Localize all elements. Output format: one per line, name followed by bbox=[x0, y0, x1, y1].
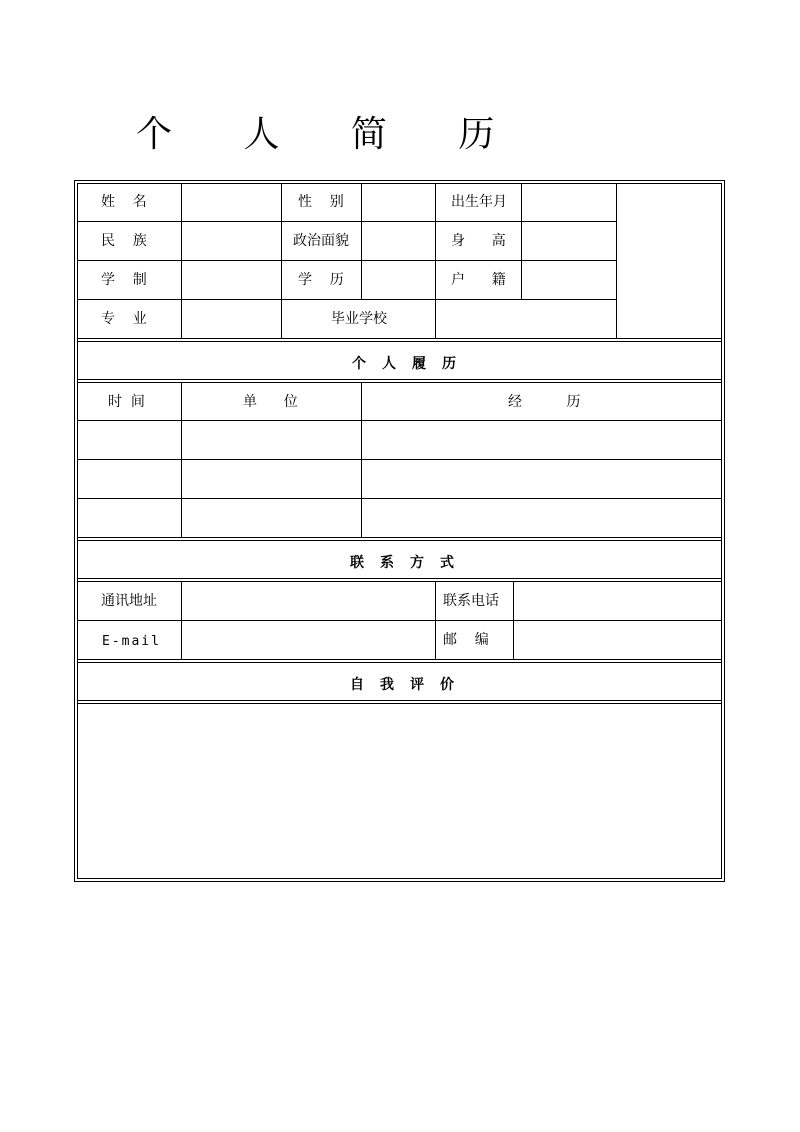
schooling-label: 学 制 bbox=[101, 272, 147, 288]
address-label: 通讯地址 bbox=[101, 593, 157, 609]
page-title: 个 人 简 历 bbox=[136, 114, 525, 155]
school-label: 毕业学校 bbox=[331, 311, 387, 327]
phone-label: 联系电话 bbox=[443, 593, 499, 609]
political-label: 政治面貌 bbox=[293, 233, 349, 249]
major-label: 专 业 bbox=[101, 311, 147, 327]
unit-header: 单 位 bbox=[243, 394, 298, 410]
time-header: 时 间 bbox=[108, 394, 145, 410]
self-eval-section-title: 自我评价 bbox=[350, 677, 470, 693]
height-label: 身 高 bbox=[451, 233, 506, 249]
hukou-label: 户 籍 bbox=[451, 272, 506, 288]
postcode-label: 邮 编 bbox=[443, 632, 489, 648]
resume-form-inner-frame bbox=[77, 183, 722, 879]
education-label: 学 历 bbox=[298, 272, 344, 288]
name-label: 姓 名 bbox=[101, 194, 147, 210]
birth-label: 出生年月 bbox=[451, 194, 507, 210]
contact-section-title: 联系方式 bbox=[350, 555, 470, 571]
gender-label: 性 别 bbox=[298, 194, 344, 210]
ethnicity-label: 民 族 bbox=[101, 233, 147, 249]
resume-section-title: 个人履历 bbox=[352, 356, 472, 372]
experience-header: 经 历 bbox=[508, 394, 581, 410]
email-label: E-mail bbox=[102, 634, 161, 649]
